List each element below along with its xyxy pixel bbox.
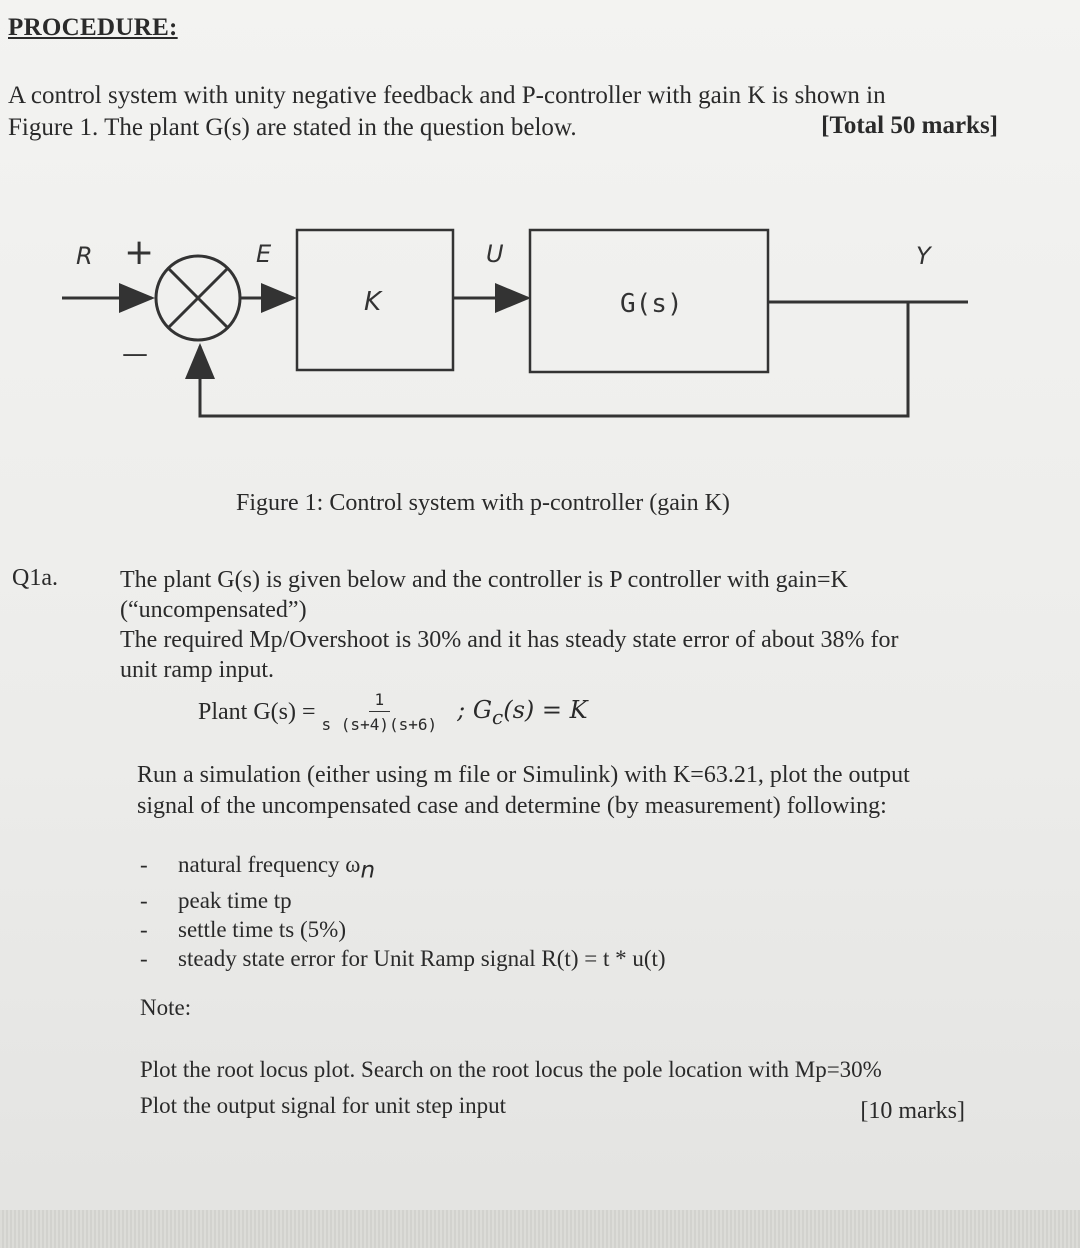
bullet-dash: - [140,916,148,942]
bullet-dash: - [140,945,148,971]
gc-rest: (s) = K [503,695,588,724]
plot-instruction-2: Plot the output signal for unit step input [140,1093,507,1118]
plant-label: G(s) [620,289,683,319]
figure-caption: Figure 1: Control system with p-controller (gain K) [236,490,730,516]
question-text [120,565,1000,685]
label-y: Y [916,242,931,270]
plant-equation [198,690,588,734]
run-line-2: signal of the uncompensated case and determine (by measurement) following: [137,793,887,819]
plant-prefix: Plant G(s) = [198,698,316,725]
intro-line-2: Figure 1. The plant G(s) are stated in the question below. [8,114,577,141]
controller-label: K [364,287,382,317]
list-item [140,915,666,944]
gc-subscript: c [492,704,504,729]
feedback-path [200,302,908,416]
question-line-4: unit ramp input. [120,657,274,683]
total-marks: [Total 50 marks] [821,112,998,139]
omega-subscript: n [360,857,376,884]
fraction-denominator: s (s+4)(s+6) [321,715,438,734]
label-e: E [256,240,272,268]
item-settle-time: settle time ts (5%) [178,916,346,942]
list-item [140,944,666,973]
list-item [140,850,666,886]
measurement-list [140,850,666,973]
list-item [140,886,666,915]
controller-equation [457,696,587,729]
question-line-2: (“uncompensated”) [120,597,307,623]
gc-prefix: ; G [457,695,493,724]
question-line-3: The required Mp/Overshoot is 30% and it has steady state error of about 38% for [120,627,899,653]
question-label: Q1a. [12,565,58,591]
question-marks: [10 marks] [860,1098,965,1124]
procedure-heading: PROCEDURE: [8,14,178,41]
note-label: Note: [140,995,192,1020]
item-steady-state-error: steady state error for Unit Ramp signal R(t) = t * u(t) [178,945,666,971]
bullet-dash: - [140,852,148,877]
block-diagram [0,200,1080,450]
fraction-numerator: 1 [369,690,391,712]
item-natural-frequency: natural frequency ω [178,852,361,877]
question-line-1: The plant G(s) is given below and the controller is P controller with gain=K [120,567,848,593]
intro-line-1: A control system with unity negative feedback and P-controller with gain K is shown in [8,82,886,109]
plot-instruction-1: Plot the root locus plot. Search on the root locus the pole location with Mp=30% [140,1057,882,1082]
screen-edge [0,1210,1080,1248]
transfer-fraction [322,690,438,734]
label-r: R [76,242,93,270]
item-peak-time: peak time tp [178,887,292,913]
summing-junction [156,256,240,340]
sign-plus: + [124,232,155,273]
sign-minus: — [122,339,148,369]
simulation-instructions [137,760,1007,822]
run-line-1: Run a simulation (either using m file or Simulink) with K=63.21, plot the output [137,762,910,788]
bullet-dash: - [140,887,148,913]
label-u: U [486,240,504,268]
